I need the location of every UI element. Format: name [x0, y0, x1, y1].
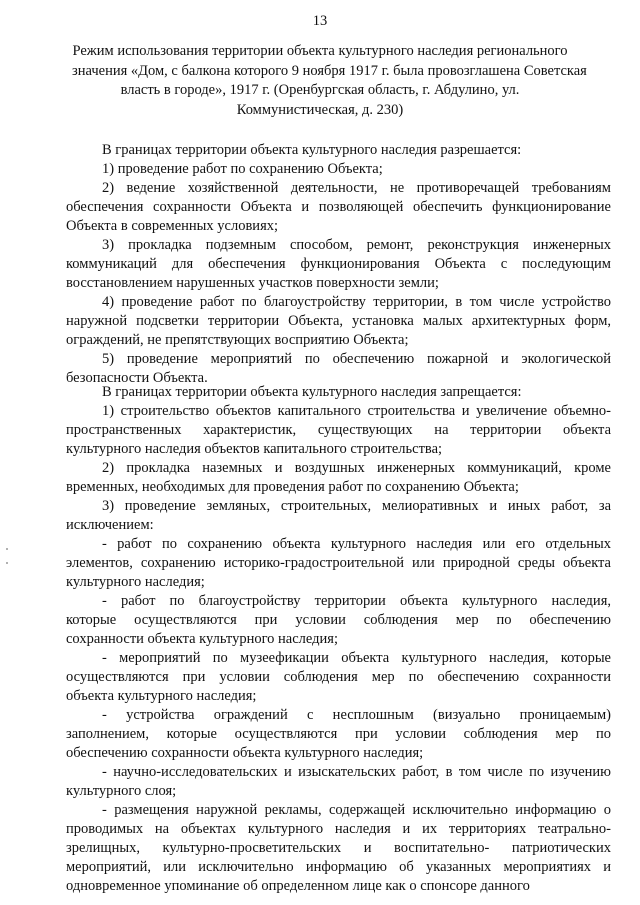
allowed-line: ограждений, не препятствующих восприятию Объекта; [66, 332, 409, 348]
page-number: 13 [312, 13, 328, 29]
prohibited-line: сохранности объекта культурного наследия; [66, 631, 338, 647]
prohibited-line: заполнением, которые осуществляются при условии соблюдения мер по [66, 726, 611, 742]
prohibited-line: которые осуществляются при условии соблюдения мер по обеспечению [66, 612, 611, 628]
prohibited-line: временных, необходимых для проведения работ по сохранению Объекта; [66, 479, 519, 495]
prohibited-section [66, 383, 611, 896]
allowed-section [66, 141, 611, 388]
allowed-line: безопасности Объекта. [66, 370, 208, 386]
prohibited-intro: В границах территории объекта культурного наследия запрещается: [102, 384, 522, 400]
prohibited-line: - мероприятий по музеефикации объекта культурного наследия, которые [102, 650, 611, 666]
prohibited-line: - размещения наружной рекламы, содержащей исключительно информацию о [102, 802, 611, 818]
prohibited-line: 3) проведение земляных, строительных, мелиоративных и иных работ, за [102, 498, 611, 514]
allowed-line: 5) проведение мероприятий по обеспечению пожарной и экологической [102, 351, 611, 367]
prohibited-line: исключением: [66, 517, 154, 533]
prohibited-line: пространственных характеристик, существующих на территории объекта [66, 422, 611, 438]
prohibited-line: культурного наследия объектов капитального строительства; [66, 441, 443, 457]
allowed-line: обеспечения сохранности Объекта и позволяющей обеспечить функционирование [66, 199, 611, 215]
prohibited-line: - работ по благоустройству территории объекта культурного наследия, [102, 593, 611, 609]
prohibited-line: элементов, сохранению историко-градостроительной или природной среды объекта [66, 555, 611, 571]
scan-speck [6, 548, 8, 550]
allowed-line: Объекта в современных условиях; [66, 218, 279, 234]
allowed-line: восстановлением нарушенных участков поверхности земли; [66, 275, 439, 291]
prohibited-line: проводимых на объектах культурного наследия и их территориях театрально- [66, 821, 611, 837]
title-line: Коммунистическая, д. 230) [236, 101, 404, 118]
allowed-line: 3) прокладка подземным способом, ремонт, реконструкция инженерных [102, 237, 611, 253]
prohibited-line: - научно-исследовательских и изыскательских работ, в том числе по изучению [102, 764, 611, 780]
title-line: значения «Дом, с балкона которого 9 ноября 1917 г. была провозглашена Советская [72, 62, 587, 79]
prohibited-line: культурного слоя; [66, 783, 177, 799]
allowed-line: 1) проведение работ по сохранению Объекта; [102, 161, 383, 177]
prohibited-line: зрелищных, культурно-просветительских и воспитательно- патриотических [66, 840, 611, 856]
allowed-intro: В границах территории объекта культурного наследия разрешается: [102, 142, 522, 158]
allowed-line: 4) проведение работ по благоустройству территории, в том числе устройство [102, 294, 611, 310]
scan-speck [6, 562, 8, 564]
prohibited-line: 1) строительство объектов капитального строительства и увеличение объемно- [102, 403, 611, 419]
title-line: власть в городе», 1917 г. (Оренбургская область, г. Абдулино, ул. [120, 82, 520, 98]
prohibited-line: 2) прокладка наземных и воздушных инженерных коммуникаций, кроме [102, 460, 611, 476]
prohibited-line: объекта культурного наследия; [66, 688, 257, 704]
prohibited-line: одновременное упоминание об определенном лице как о спонсоре данного [66, 878, 530, 894]
prohibited-line: - работ по сохранению объекта культурного наследия или его отдельных [102, 536, 611, 552]
allowed-line: коммуникаций для обеспечения функционирования Объекта с последующим [66, 256, 611, 272]
allowed-line: наружной подсветки территории Объекта, установка малых архитектурных форм, [66, 313, 611, 329]
prohibited-line: культурного наследия; [66, 574, 205, 590]
title-line: Режим использования территории объекта культурного наследия регионального [72, 43, 568, 59]
prohibited-line: обеспечению сохранности объекта культурного наследия; [66, 745, 424, 761]
allowed-line: 2) ведение хозяйственной деятельности, не противоречащей требованиям [102, 180, 611, 196]
prohibited-line: мероприятий, или исключительно информацию об указанных мероприятиях и [66, 859, 611, 875]
prohibited-line: - устройства ограждений с несплошным (визуально проницаемым) [102, 707, 611, 723]
document-title [72, 42, 587, 120]
prohibited-line: осуществляются при условии соблюдения мер по обеспечению сохранности [66, 669, 611, 685]
